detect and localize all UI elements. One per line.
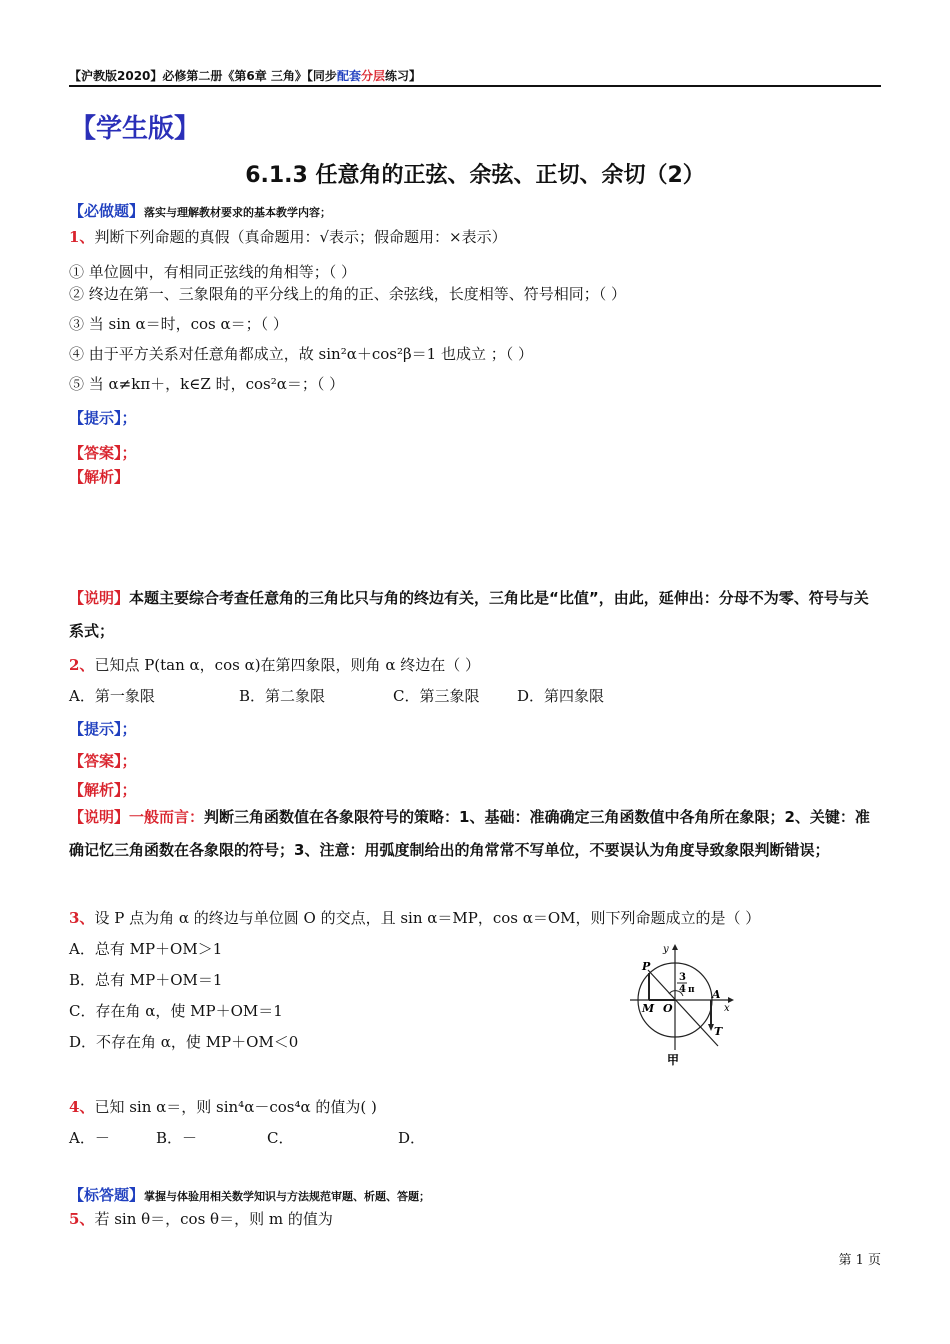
q2-analysis-label: 【解析】； [69, 781, 137, 799]
q2-option-d: D．第四象限 [517, 687, 605, 705]
q1-hint-label: 【提示】； [69, 409, 137, 427]
q3-stem-text: 设 P 点为角 α 的终边与单位圆 O 的交点，且 sin α＝MP，cos α＝OM，则下列命题成立的是（ ） [94, 909, 761, 927]
figure-label-t: T [714, 1025, 723, 1038]
header-text: 【沪教版2020】必修第二册《第6章 三角》【同步 [69, 69, 337, 83]
section-standard-tag: 【标答题】 [69, 1186, 145, 1204]
q4-stem-text: 已知 sin α＝，则 sin⁴α－cos⁴α 的值为( ) [94, 1098, 377, 1116]
q1-item-2: ② 终边在第一、三象限角的平分线上的角的正、余弦线，长度相等、符号相同；（ ） [69, 285, 627, 303]
q3-option-c: C．存在角 α，使 MP＋OM＝1 [69, 1002, 283, 1020]
q4-option-d: D． [398, 1129, 426, 1147]
q2-answer-label: 【答案】； [69, 752, 137, 770]
q3-option-a: A．总有 MP＋OM＞1 [69, 940, 223, 958]
header-highlight-blue: 配套 [336, 69, 361, 83]
figure-caption: 甲 [667, 1053, 680, 1067]
section-standard-desc: 掌握与体验用相关数学知识与方法规范审题、析题、答题； [144, 1190, 431, 1203]
q2-note-tag: 【说明】一般而言： [69, 808, 205, 826]
q2-stem [69, 654, 480, 675]
student-version-badge: 【学生版】 [70, 114, 201, 144]
figure-label-y: y [663, 944, 669, 955]
q1-answer-label: 【答案】； [69, 444, 137, 462]
q2-option-a: A．第一象限 [69, 687, 155, 705]
q5-stem [69, 1208, 333, 1229]
q4-number: 4、 [69, 1098, 95, 1116]
header-rule [69, 85, 881, 87]
q2-option-c: C．第三象限 [393, 687, 480, 705]
q3-option-d: D．不存在角 α，使 MP＋OM＜0 [69, 1033, 299, 1051]
q1-item-5: ⑤ 当 α≠kπ＋，k∈Z 时，cos²α＝；（ ） [69, 375, 345, 393]
q2-note-text: 判断三角函数值在各象限符号的策略：1、基础：准确确定三角函数值中各角所在象限；2、关键：准确记忆三角函数在各象限的符号；3、注意：用弧度制给出的角常常不写单位，不要误认为角度导致象限判断错误； [69, 808, 870, 859]
q3-number: 3、 [69, 909, 95, 927]
q1-analysis-label: 【解析】 [69, 468, 130, 486]
header-text-end: 练习】 [384, 69, 421, 83]
q5-stem-text: 若 sin θ＝，cos θ＝，则 m 的值为 [94, 1210, 333, 1228]
q1-item-3: ③ 当 sin α＝时，cos α＝；（ ） [69, 315, 288, 333]
section-standard [69, 1184, 430, 1205]
q1-note-text: 本题主要综合考查任意角的三角比只与角的终边有关，三角比是“比值”，由此，延伸出：分母不为零、符号与关系式； [69, 589, 869, 640]
page-number: 第 1 页 [838, 1253, 881, 1268]
q1-note-tag: 【说明】 [69, 589, 130, 607]
q3-option-b: B．总有 MP＋OM＝1 [69, 971, 223, 989]
unit-circle-figure [620, 938, 740, 1070]
figure-label-x: x [724, 1003, 730, 1014]
fraction-numerator: 3 [679, 972, 686, 983]
header-highlight-red: 分层 [360, 69, 385, 83]
q3-stem [69, 907, 760, 928]
q1-item-1: ① 单位圆中，有相同正弦线的角相等；（ ） [69, 263, 357, 281]
q2-note [69, 801, 881, 867]
q1-number: 1、 [69, 228, 95, 246]
q2-hint-label: 【提示】； [69, 720, 137, 738]
q2-number: 2、 [69, 656, 95, 674]
q5-number: 5、 [69, 1210, 95, 1228]
figure-label-m: M [642, 1002, 655, 1015]
section-required [69, 200, 331, 221]
q4-option-a: A．－ [69, 1129, 110, 1147]
page-header [69, 67, 421, 84]
q4-stem [69, 1096, 377, 1117]
q4-option-b: B．－ [156, 1129, 198, 1147]
q1-note [69, 582, 881, 648]
q1-stem [69, 226, 507, 247]
figure-label-o: O [663, 1002, 673, 1015]
figure-label-a: A [712, 988, 721, 1001]
section-required-desc: 落实与理解教材要求的基本教学内容； [144, 206, 332, 219]
figure-label-p: P [642, 960, 651, 973]
q1-stem-text: 判断下列命题的真假（真命题用：√表示；假命题用：×表示） [94, 228, 507, 246]
fraction-pi: π [688, 985, 695, 995]
q2-option-b: B．第二象限 [239, 687, 326, 705]
y-axis-arrow [672, 944, 678, 950]
q1-item-4: ④ 由于平方关系对任意角都成立，故 sin²α＋cos²β＝1 也成立 ；（ ） [69, 345, 533, 363]
q2-stem-text: 已知点 P(tan α，cos α)在第四象限，则角 α 终边在（ ） [94, 656, 480, 674]
q4-option-c: C． [267, 1129, 294, 1147]
page-title: 6.1.3 任意角的正弦、余弦、正切、余切（2） [245, 163, 705, 188]
section-required-tag: 【必做题】 [69, 202, 145, 220]
fraction-denominator: 4 [679, 984, 686, 995]
